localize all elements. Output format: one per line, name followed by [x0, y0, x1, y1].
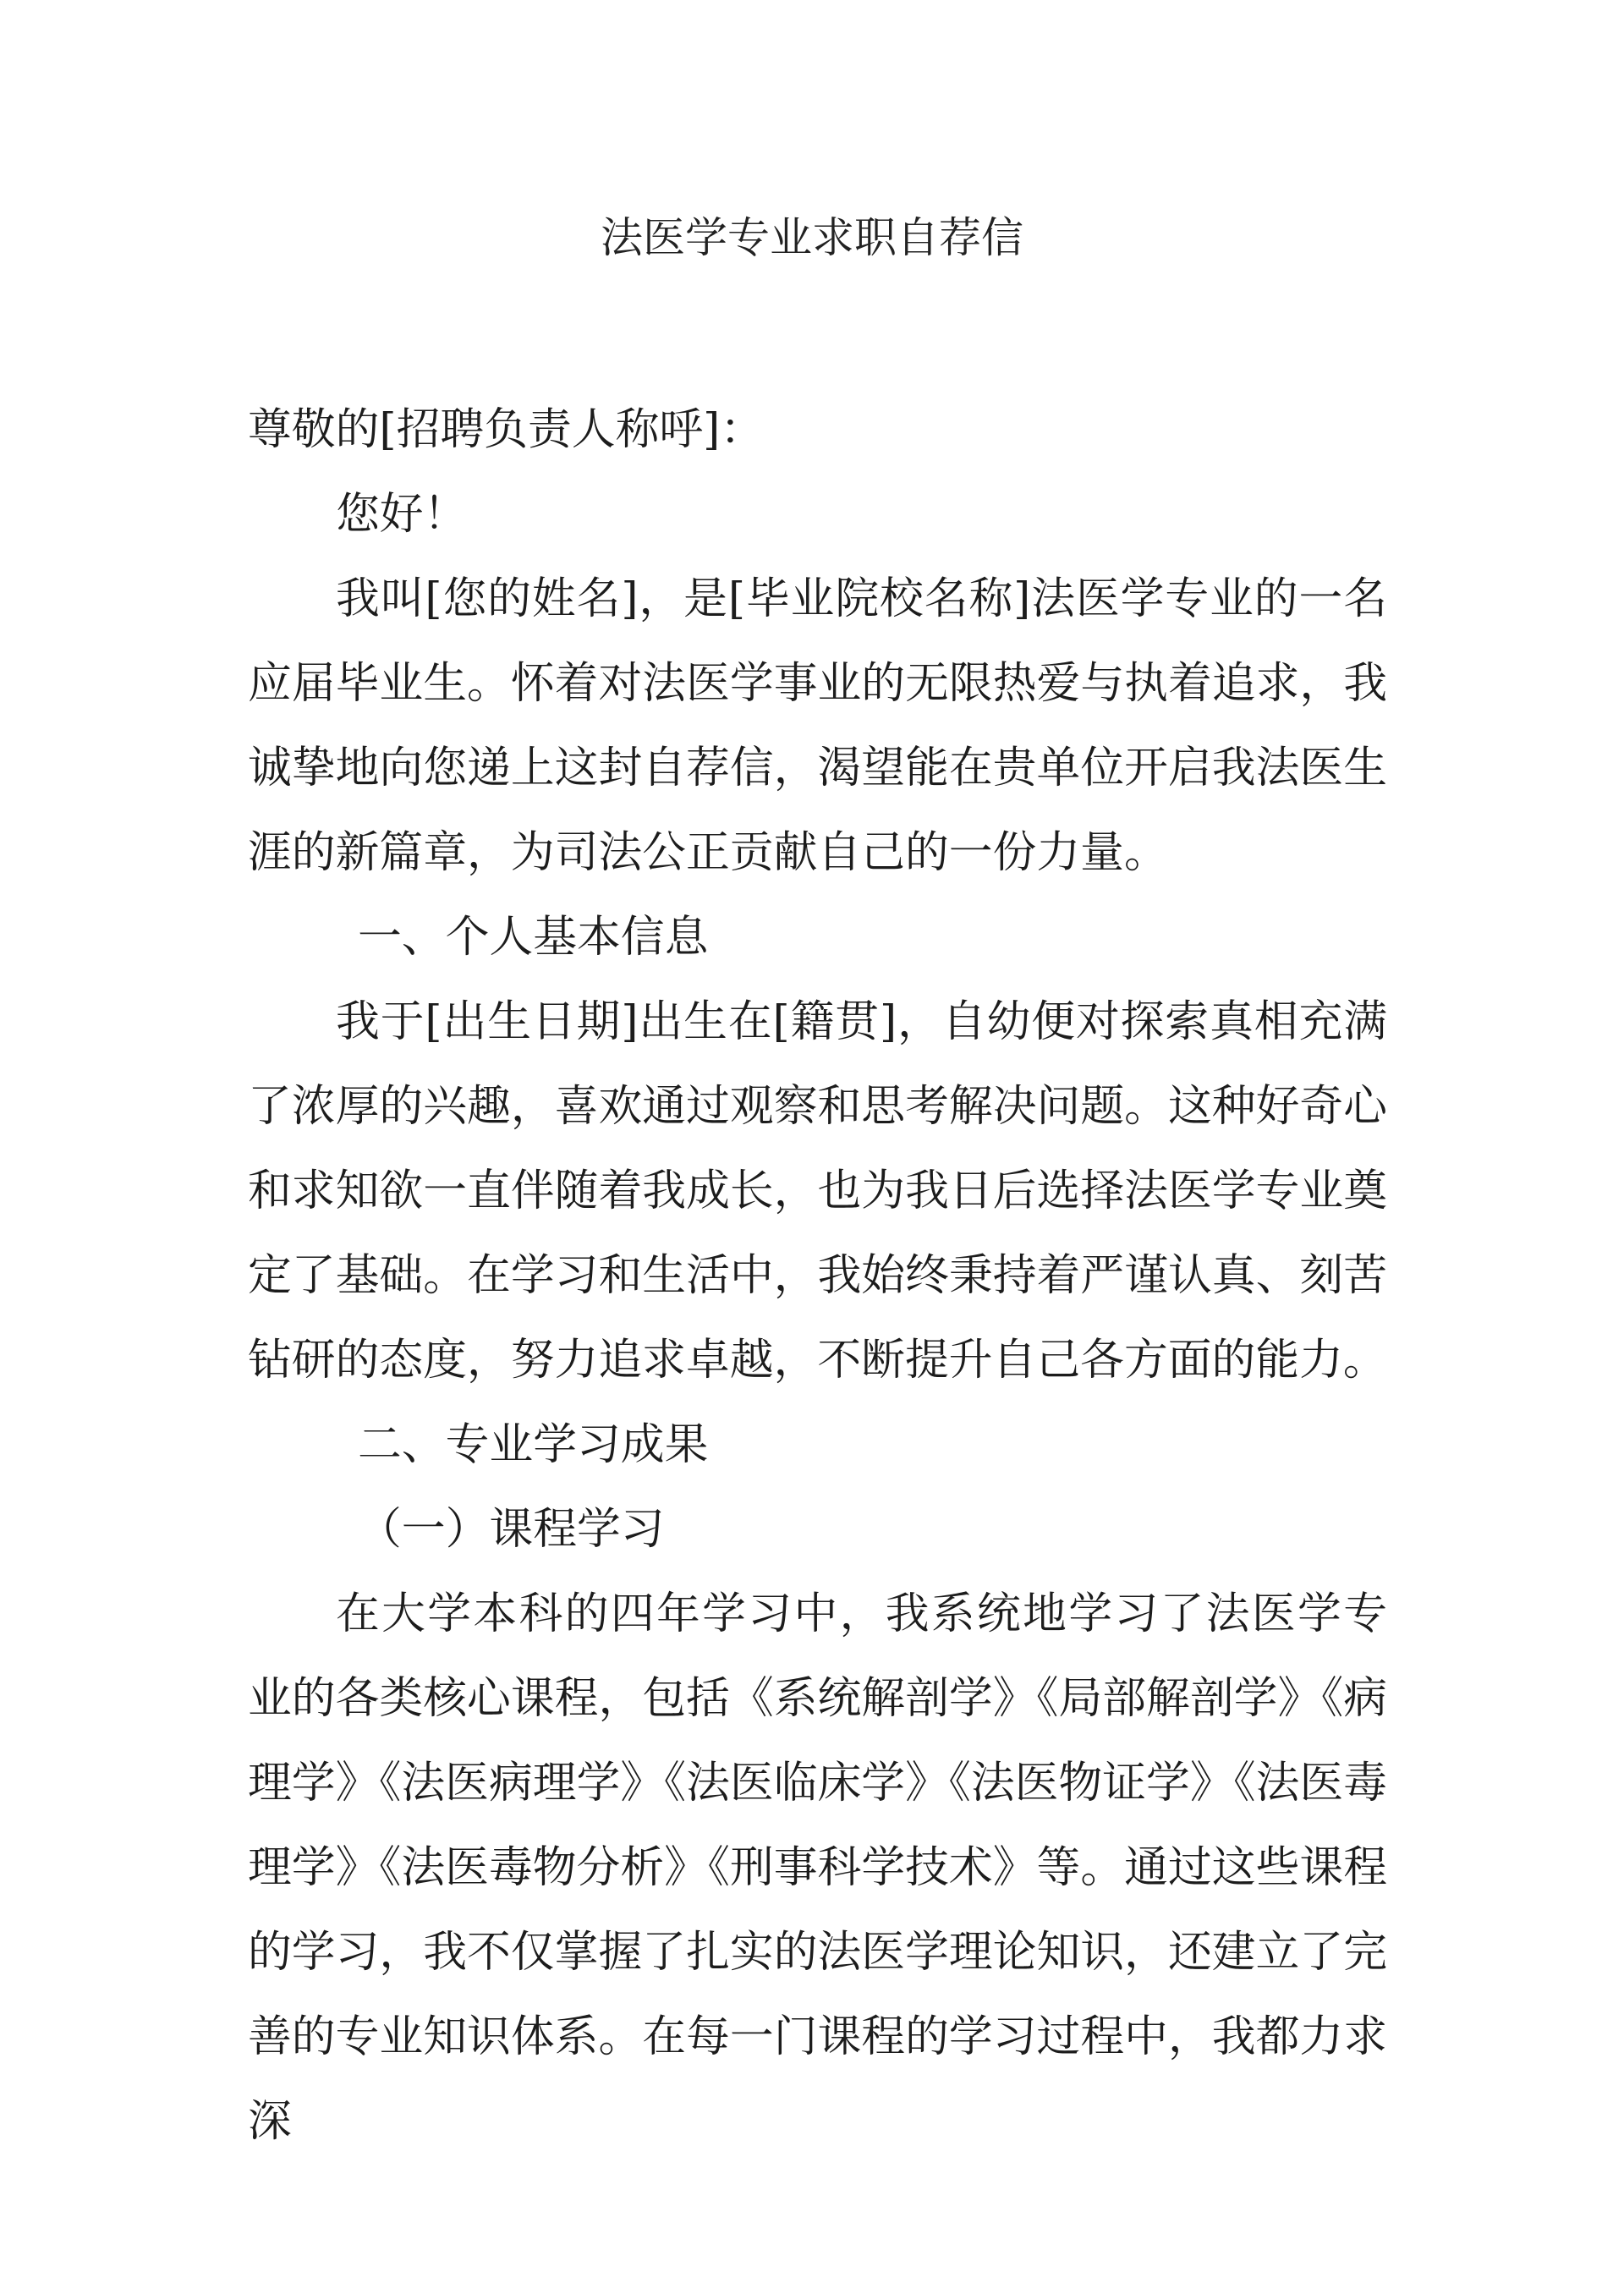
personal-info-paragraph: 我于[出生日期]出生在[籍贯]，自幼便对探索真相充满了浓厚的兴趣，喜欢通过观察和思考解决问题。这种好奇心和求知欲一直伴随着我成长，也为我日后选择法医学专业奠定了基础。在学习和生活中，我始终秉持着严谨认真、刻苦钻研的态度，努力追求卓越，不断提升自己各方面的能力。	[248, 996, 1387, 1386]
section-heading-personal-info: 一、个人基本信息	[358, 912, 709, 963]
courses-paragraph: 在大学本科的四年学习中，我系统地学习了法医学专业的各类核心课程，包括《系统解剖学》《局部解剖学》《病理学》《法医病理学》《法医临床学》《法医物证学》《法医毒理学》《法医毒物分析》《刑事科学技术》等。通过这些课程的学习，我不仅掌握了扎实的法医学理论知识，还建立了完善的专业知识体系。在每一门课程的学习过程中，我都力求深	[248, 1589, 1387, 2147]
intro-paragraph: 我叫[您的姓名]，是[毕业院校名称]法医学专业的一名应届毕业生。怀着对法医学事业的无限热爱与执着追求，我诚挚地向您递上这封自荐信，渴望能在贵单位开启我法医生涯的新篇章，为司法公正贡献自己的一份力量。	[248, 574, 1387, 878]
document-title: 法医学专业求职自荐信	[601, 213, 1023, 262]
greeting: 您好！	[336, 489, 468, 540]
letter-body	[248, 387, 1387, 2164]
section-heading-academic-results: 二、专业学习成果	[358, 1419, 709, 1470]
subsection-heading-courses: （一）课程学习	[358, 1504, 665, 1555]
salutation: 尊敬的[招聘负责人称呼]：	[248, 404, 765, 455]
